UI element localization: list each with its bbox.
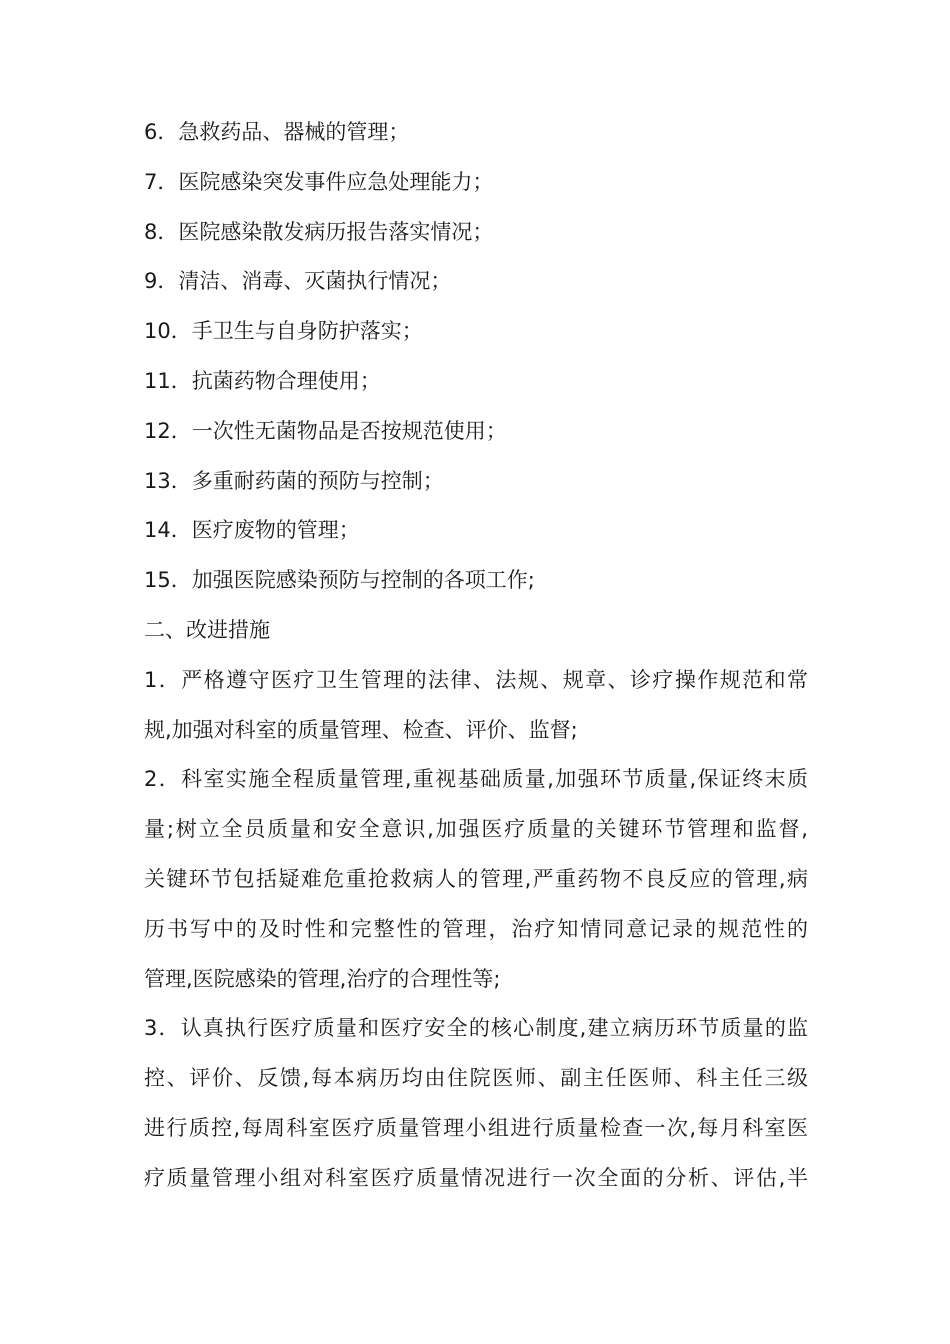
list-item-9: 9．清洁、消毒、灭菌执行情况； xyxy=(144,269,452,294)
list-item-11: 11．抗菌药物合理使用； xyxy=(144,368,381,393)
list-item-10: 10．手卫生与自身防护落实； xyxy=(144,319,423,344)
list-item-13: 13．多重耐药菌的预防与控制； xyxy=(144,468,444,493)
list-item-6: 6．急救药品、器械的管理； xyxy=(144,120,410,144)
document-body xyxy=(144,108,808,1204)
list-item-14: 14．医疗废物的管理； xyxy=(144,518,360,543)
list-item-7: 7．医院感染突发事件应急处理能力； xyxy=(144,169,494,194)
measure-3-line-4: 疗质量管理小组对科室医疗质量情况进行一次全面的分析、评估,半 xyxy=(144,1165,808,1190)
list-item-8: 8．医院感染散发病历报告落实情况； xyxy=(144,219,494,244)
measure-2-line-4: 历书写中的及时性和完整性的管理，治疗知情同意记录的规范性的 xyxy=(144,916,808,941)
measure-1-line-1: 1．严格遵守医疗卫生管理的法律、法规、规章、诊疗操作规范和常 xyxy=(144,667,808,692)
measure-2-line-1: 2．科室实施全程质量管理,重视基础质量,加强环节质量,保证终末质 xyxy=(144,767,808,792)
measure-2-line-3: 关键环节包括疑难危重抢救病人的管理,严重药物不良反应的管理,病 xyxy=(144,866,808,891)
measure-2-line-2: 量;树立全员质量和安全意识,加强医疗质量的关键环节管理和监督, xyxy=(144,817,808,842)
list-item-15: 15．加强医院感染预防与控制的各项工作; xyxy=(144,568,535,593)
measure-3-line-3: 进行质控,每周科室医疗质量管理小组进行质量检查一次,每月科室医 xyxy=(144,1115,808,1140)
list-item-12: 12．一次性无菌物品是否按规范使用； xyxy=(144,418,507,443)
measure-1-line-2: 规,加强对科室的质量管理、检查、评价、监督; xyxy=(144,717,578,742)
measure-3-line-1: 3．认真执行医疗质量和医疗安全的核心制度,建立病历环节质量的监 xyxy=(144,1016,808,1041)
section-heading: 二、改进措施 xyxy=(144,617,270,642)
measure-2-line-5: 管理,医院感染的管理,治疗的合理性等; xyxy=(144,966,501,991)
measure-3-line-2: 控、评价、反馈,每本病历均由住院医师、副主任医师、科主任三级 xyxy=(144,1066,808,1091)
